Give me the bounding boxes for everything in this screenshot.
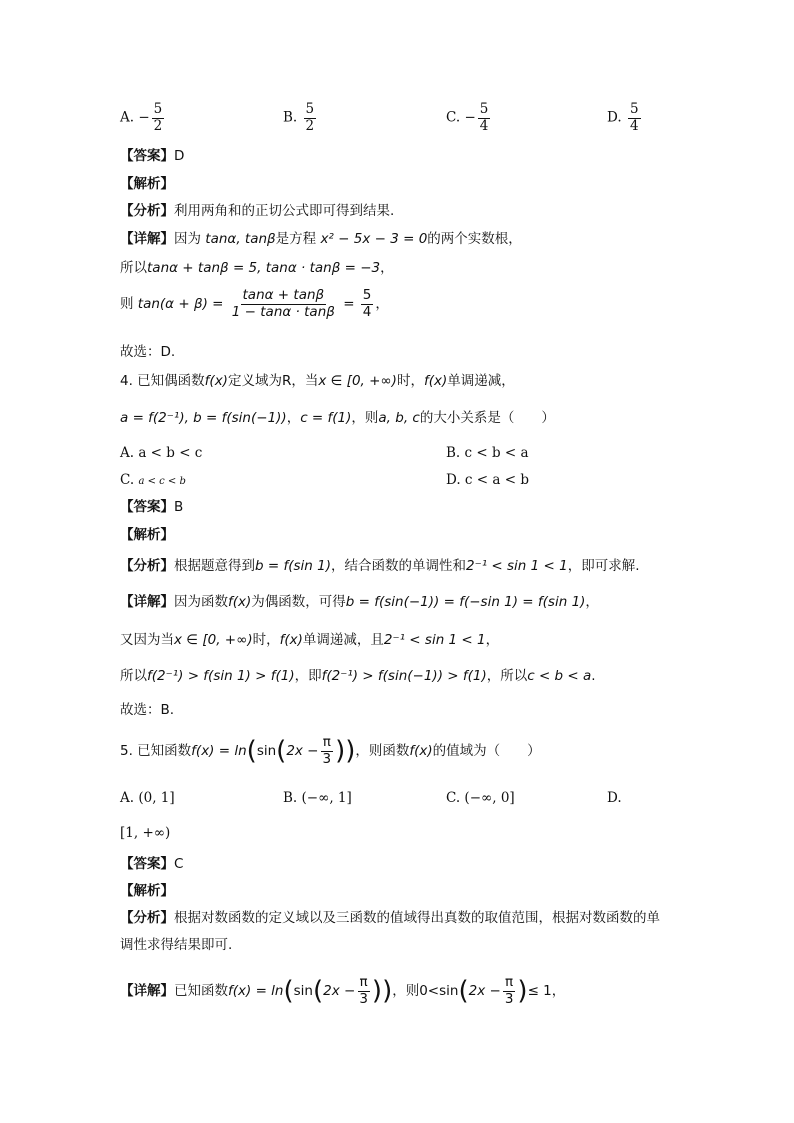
paren: ) <box>517 976 528 1007</box>
text: 的值域为（ ） <box>432 743 541 760</box>
text: = <box>343 296 355 313</box>
math: ≤ 1 <box>527 983 552 1000</box>
q4-option-b: B. c < b < a <box>446 445 529 461</box>
q5-analysis-label: 【解析】 <box>120 883 174 899</box>
math: 2⁻¹ < sin 1 < 1 <box>465 558 568 574</box>
q3-detail-line-2 <box>120 260 394 276</box>
option-fraction <box>628 102 641 134</box>
math: f(x) <box>204 373 228 389</box>
math: tan(α + β) = <box>137 296 224 313</box>
text: ，则 <box>392 983 420 1000</box>
text: 为偶函数，可得 <box>251 594 346 610</box>
text: ，即可求解. <box>567 558 640 574</box>
q3-option-c <box>446 102 492 134</box>
text: ，结合函数的单调性和 <box>330 558 466 574</box>
text: 则 <box>120 296 134 313</box>
q4-option-d: D. c < a < b <box>446 472 529 488</box>
q3-analysis-label: 【解析】 <box>120 176 174 192</box>
math: 2x − <box>323 983 356 1000</box>
paren: ( <box>276 736 287 767</box>
q5-option-a: A. (0, 1] <box>120 790 175 806</box>
fenxi-label: 【分析】 <box>120 203 174 219</box>
q3-option-b <box>283 102 318 134</box>
math: 2x − <box>286 743 319 760</box>
fenxi-label: 【分析】 <box>120 558 174 574</box>
q5-answer <box>120 856 183 872</box>
text: 单调递减，且 <box>302 632 384 648</box>
option-letter: C. <box>446 109 461 126</box>
text: 的两个实数根， <box>427 231 522 247</box>
text: ，当 <box>291 373 319 389</box>
q3-detail-line-1 <box>120 231 522 247</box>
fraction-numerator: 5 <box>305 101 315 117</box>
answer-label: 【答案】 <box>120 856 174 872</box>
text: 又因为当 <box>120 632 174 648</box>
text: 已知函数 <box>174 983 228 1000</box>
paren: ( <box>312 976 324 1007</box>
fraction-numerator: π <box>505 974 514 990</box>
math: f(2⁻¹) > f(sin(−1)) > f(1) <box>321 668 487 684</box>
fraction-denominator: 2 <box>305 117 315 134</box>
q4-detail-line-3 <box>120 668 596 684</box>
q5-stem <box>120 735 541 767</box>
text: ， <box>585 594 599 610</box>
text: 所以 <box>120 668 147 684</box>
text: ，则 <box>351 410 379 426</box>
option-letter: B. <box>283 109 298 126</box>
text: ， <box>551 983 566 1000</box>
answer-label: 【答案】 <box>120 148 174 164</box>
text: 根据对数函数的定义域以及三函数的值域得出真数的取值范围，根据对数函数的单 <box>174 910 660 926</box>
math: a, b, c <box>378 410 420 426</box>
q4-detail-line-1 <box>120 594 599 610</box>
q5-option-d: D. <box>607 790 622 806</box>
paren: ( <box>283 976 294 1007</box>
text: ， <box>286 410 301 426</box>
q5-fenxi-line-2: 调性求得结果即可. <box>120 937 233 953</box>
text: ， <box>375 296 389 313</box>
q3-option-d <box>607 102 643 134</box>
fraction-numerator: π <box>322 734 331 750</box>
text: ，则函数 <box>355 743 410 760</box>
q4-stem-line-1 <box>120 373 515 389</box>
text: 因为 <box>174 231 201 247</box>
math: 0< <box>419 983 440 1000</box>
text: . <box>591 668 596 684</box>
q5-option-c: C. (−∞, 0] <box>446 790 515 806</box>
math: sin <box>439 983 459 1000</box>
option-letter: A. <box>120 109 135 126</box>
paren: )) <box>371 976 393 1007</box>
answer-label: 【答案】 <box>120 499 174 515</box>
math: f(2⁻¹) > f(sin 1) > f(1) <box>147 668 295 684</box>
xiangjie-label: 【详解】 <box>120 594 174 610</box>
text: 时， <box>252 632 280 648</box>
paren: )) <box>335 736 356 767</box>
q3-detail-line-3 <box>120 288 389 320</box>
pi-over-3-fraction <box>321 735 334 767</box>
q4-choose: 故选：B. <box>120 702 175 718</box>
q5-option-d-continued: [1, +∞) <box>120 825 171 841</box>
option-letter: C. <box>120 472 135 488</box>
math: x ∈ [0, +∞) <box>174 632 253 648</box>
math: f(x) = ln <box>191 743 247 760</box>
math: 2⁻¹ < sin 1 < 1 <box>383 632 486 648</box>
fraction-numerator: 5 <box>629 101 639 117</box>
paren: ( <box>458 976 469 1007</box>
fraction-denominator: 3 <box>322 750 332 767</box>
fraction-numerator: π <box>359 974 368 990</box>
text: 定义域为 <box>227 373 282 389</box>
fenxi-text: 利用两角和的正切公式即可得到结果. <box>174 203 395 219</box>
text: ，即 <box>294 668 322 684</box>
text: 4. 已知偶函数 <box>120 373 205 389</box>
q5-fenxi-line-1 <box>120 910 660 926</box>
math: x ∈ [0, +∞) <box>318 373 397 389</box>
q4-option-c <box>120 472 186 488</box>
math: tanα, tanβ <box>205 231 276 247</box>
paren: ( <box>246 736 257 767</box>
math: sin <box>256 743 277 760</box>
q4-fenxi <box>120 558 640 574</box>
q4-stem-line-2 <box>120 410 555 426</box>
option-sign: − <box>138 109 150 126</box>
math: b = f(sin 1) <box>255 558 331 574</box>
text: ， <box>485 632 500 648</box>
q3-choose: 故选：D. <box>120 344 176 360</box>
fraction-denominator: 3 <box>359 990 368 1007</box>
math: c < b < a <box>527 668 592 684</box>
fraction-numerator: 5 <box>479 101 489 117</box>
fraction-denominator: 4 <box>362 303 372 320</box>
math: 2x − <box>468 983 501 1000</box>
text: 的大小关系是（ ） <box>419 410 555 426</box>
math: R <box>281 373 292 389</box>
q5-option-b: B. (−∞, 1] <box>283 790 352 806</box>
xiangjie-label: 【详解】 <box>120 231 174 247</box>
fraction-numerator: 5 <box>362 287 372 303</box>
text: 5. 已知函数 <box>120 743 192 760</box>
math: b = f(sin(−1)) = f(−sin 1) = f(sin 1) <box>345 594 586 610</box>
math: a = f(2⁻¹), b = f(sin(−1)) <box>120 410 287 426</box>
option-fraction <box>478 102 491 134</box>
answer-value: D <box>174 148 185 164</box>
text: 因为函数 <box>174 594 228 610</box>
answer-value: B <box>174 499 184 515</box>
xiangjie-label: 【详解】 <box>120 983 174 1000</box>
math: f(x) = ln <box>228 983 284 1000</box>
fraction-numerator: 5 <box>153 101 163 117</box>
math: x² − 5x − 3 = 0 <box>320 231 428 247</box>
q5-detail-line-1 <box>120 975 565 1007</box>
option-text: a < c < b <box>138 476 186 487</box>
fraction-denominator: 2 <box>153 117 163 134</box>
fraction-numerator: tanα + tanβ <box>242 287 325 303</box>
fraction-denominator: 3 <box>504 990 514 1007</box>
text: ，所以 <box>486 668 528 684</box>
option-fraction <box>304 102 317 134</box>
math: sin <box>293 983 313 1000</box>
pi-over-3-fraction <box>357 975 370 1007</box>
result-fraction <box>361 288 374 320</box>
answer-value: C <box>174 856 184 872</box>
option-sign: − <box>464 109 476 126</box>
fraction-denominator: 4 <box>629 117 639 134</box>
q4-detail-line-2 <box>120 632 499 648</box>
q4-option-a: A. a < b < c <box>120 445 203 461</box>
pi-over-3-fraction <box>503 975 516 1007</box>
q4-analysis-label: 【解析】 <box>120 527 174 543</box>
math: tanα + tanβ = 5, tanα · tanβ = −3 <box>147 260 381 276</box>
text: 所以 <box>120 260 147 276</box>
fenxi-label: 【分析】 <box>120 910 174 926</box>
text: 根据题意得到 <box>174 558 255 574</box>
text: ， <box>380 260 394 276</box>
math: f(x) <box>228 594 252 610</box>
option-fraction <box>152 102 165 134</box>
fraction-denominator: 4 <box>479 117 489 134</box>
math: f(x) <box>409 743 433 760</box>
q3-fenxi <box>120 203 394 219</box>
fraction-denominator: 1 − tanα · tanβ <box>231 303 335 320</box>
math: f(x) <box>423 373 448 389</box>
text: 时， <box>396 373 424 389</box>
math: c = f(1) <box>300 410 352 426</box>
tan-sum-fraction <box>230 288 337 320</box>
q3-answer <box>120 148 184 164</box>
math: f(x) <box>279 632 303 648</box>
q3-option-a <box>120 102 166 134</box>
q4-answer <box>120 499 183 515</box>
option-letter: D. <box>607 109 622 126</box>
text: 是方程 <box>275 231 317 247</box>
text: 单调递减， <box>447 373 515 389</box>
